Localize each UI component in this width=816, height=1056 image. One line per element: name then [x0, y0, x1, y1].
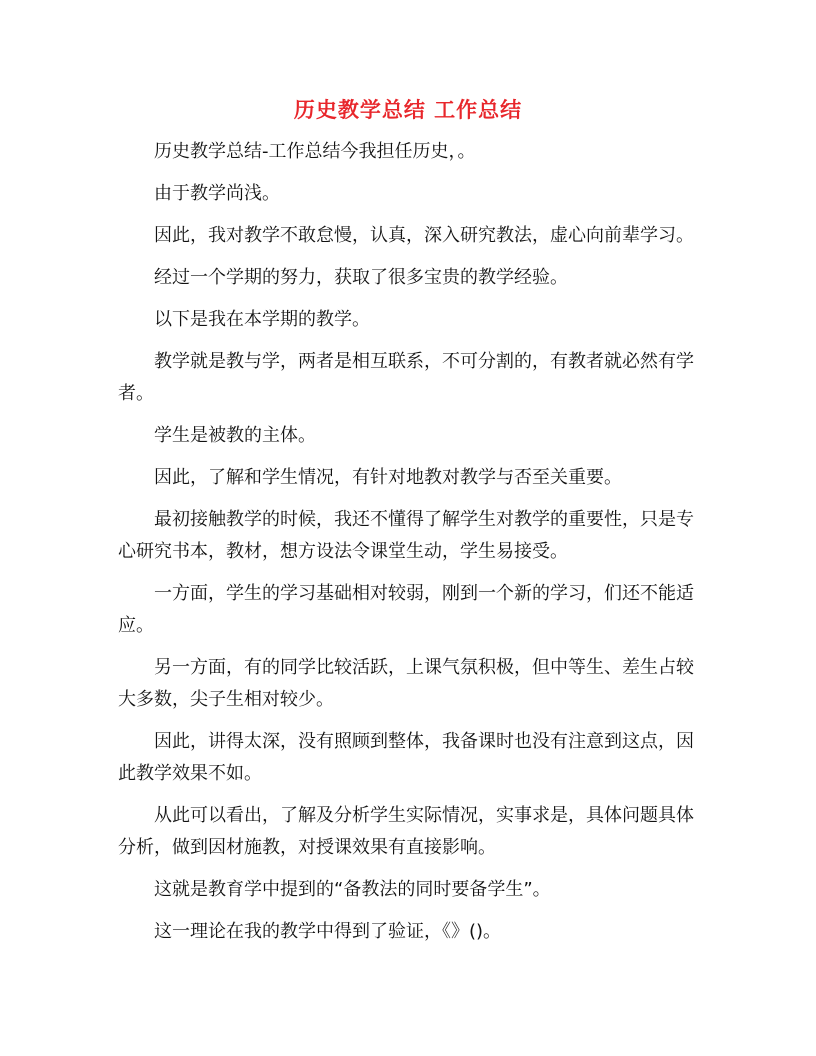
paragraph: 历史教学总结-工作总结今我担任历史，。 [154, 141, 476, 162]
document-body [118, 136, 694, 958]
paragraph: 学生是被教的主体。 [154, 425, 316, 446]
paragraph: 因此，我对教学不敢怠慢，认真，深入研究教法，虚心向前辈学习。 [154, 225, 694, 246]
paragraph: 从此可以看出，了解及分析学生实际情况，实事求是，具体问题具体分析，做到因材施教，对授课效果有直接影响。 [118, 805, 694, 858]
paragraph: 以下是我在本学期的教学。 [154, 309, 370, 330]
paragraph: 一方面，学生的学习基础相对较弱，刚到一个新的学习，们还不能适应。 [118, 583, 694, 636]
paragraph: 这就是教育学中提到的“备教法的同时要备学生”。 [154, 879, 551, 900]
paragraph: 教学就是教与学，两者是相互联系，不可分割的，有教者就必然有学者。 [118, 351, 694, 404]
paragraph: 经过一个学期的努力，获取了很多宝贵的教学经验。 [154, 267, 568, 288]
paragraph: 这一理论在我的教学中得到了验证，《》()。 [154, 921, 502, 942]
document-title: 历史教学总结 工作总结 [293, 97, 523, 122]
paragraph: 因此，了解和学生情况，有针对地教对教学与否至关重要。 [154, 467, 622, 488]
paragraph: 最初接触教学的时候，我还不懂得了解学生对教学的重要性，只是专心研究书本，教材，想方设法令课堂生动，学生易接受。 [118, 509, 694, 562]
paragraph: 因此，讲得太深，没有照顾到整体，我备课时也没有注意到这点，因此教学效果不如。 [118, 731, 694, 784]
paragraph: 由于教学尚浅。 [154, 183, 280, 204]
paragraph: 另一方面，有的同学比较活跃，上课气氛积极，但中等生、差生占较大多数，尖子生相对较少。 [118, 657, 694, 710]
